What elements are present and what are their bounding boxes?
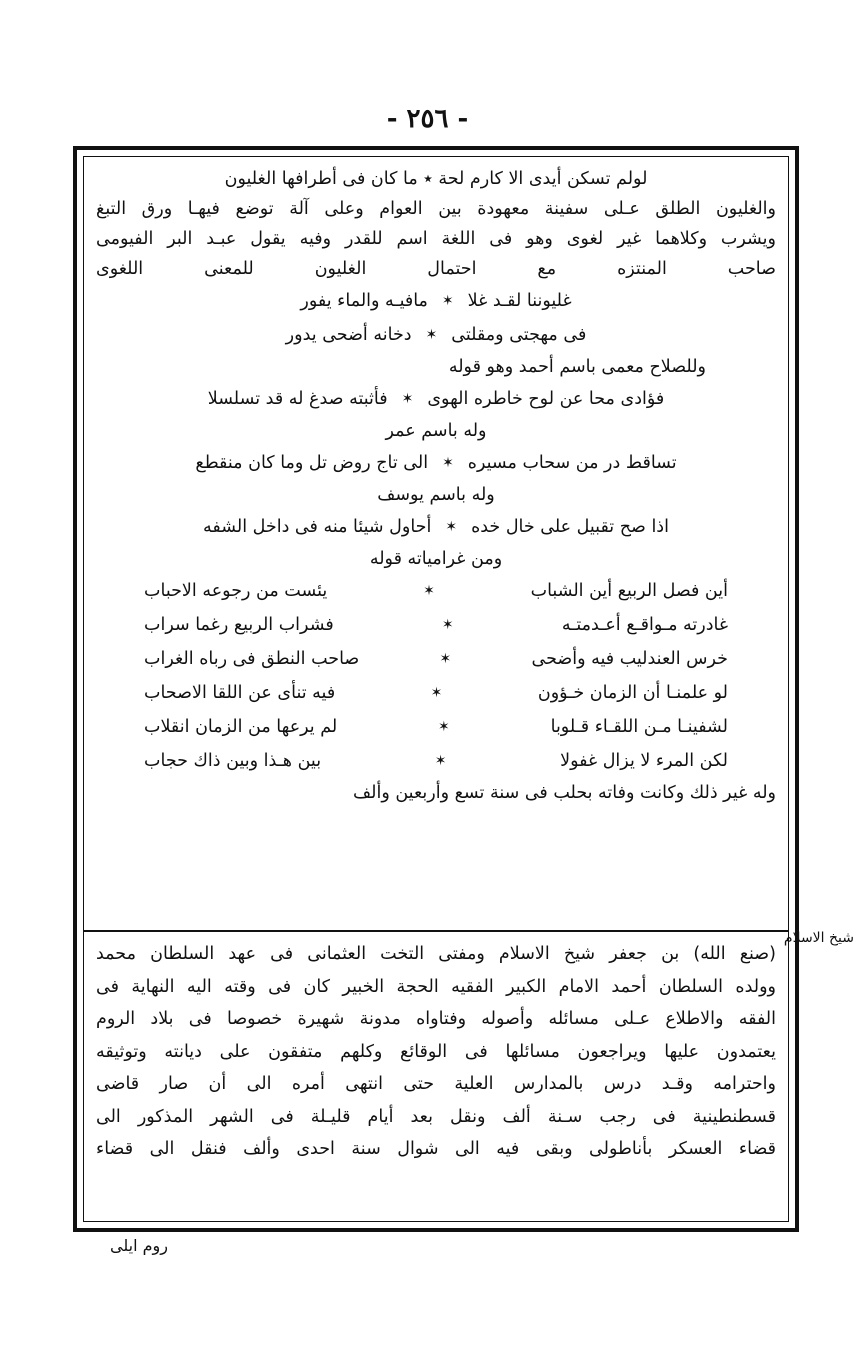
verse-separator-star-icon: ✶	[439, 651, 452, 667]
verse-first-hemistich: تساقط در من سحاب مسيره	[467, 453, 677, 473]
verse-separator-star-icon: ✶	[438, 719, 450, 735]
verse-line	[96, 284, 776, 318]
verse-first-hemistich: خرس العندليب فيه وأضحى	[531, 649, 728, 669]
verse-second-hemistich: فيه تنأى عن اللقا الاصحاب	[144, 683, 336, 703]
verse-second-hemistich: أحاول شيئا منه فى داخل الشفه	[203, 517, 432, 537]
verse-line	[96, 710, 776, 744]
verse-first-hemistich: اذا صح تقبيل على خال خده	[471, 517, 669, 537]
verse-first-hemistich: أين فصل الربيع أين الشباب	[530, 581, 728, 601]
verse-separator-star-icon: ✶	[441, 617, 454, 633]
verse-first-hemistich: لو علمنـا أن الزمان خـؤون	[537, 683, 728, 703]
verse-separator-star-icon: ✶	[425, 327, 438, 343]
verse-line	[96, 744, 776, 778]
verse-line	[96, 382, 776, 416]
verse-first-hemistich: لكن المرء لا يزال غفولا	[560, 751, 728, 771]
verse-second-hemistich: بين هـذا وبين ذاك حجاب	[144, 751, 322, 771]
verse-line	[96, 446, 776, 480]
bottom-section	[96, 938, 776, 1166]
verse-first-hemistich: غادرته مـواقـع أعـدمتـه	[561, 615, 728, 635]
verse-second-hemistich: فشراب الربيع رغما سراب	[144, 615, 334, 635]
verse-separator-star-icon: ✶	[423, 583, 435, 599]
verse-separator-star-icon: ✶	[441, 293, 454, 309]
verse-first-hemistich: فؤادى محا عن لوح خاطره الهوى	[427, 389, 665, 409]
prose-line: والغليون الطلق عـلى سفينة معهودة بين العوام وعلى آلة توضع فيهـا ورق التبغ	[96, 199, 776, 219]
biography-line: الفقه والاطلاع عـلى مسائله وأصوله وفتاواه مدونة شهيرة خصوصا فى بلاد الروم	[96, 1009, 776, 1029]
centered-line: وله باسم عمر	[385, 421, 487, 441]
prose-line: صاحب المنتزه مع احتمال الغليون للمعنى اللغوى	[96, 259, 776, 279]
verse-separator-star-icon: ✶	[445, 519, 458, 535]
section-heading-line: وللصلاح معمى باسم أحمد وهو قوله	[448, 357, 706, 377]
verse-line	[96, 318, 776, 352]
verse-line	[96, 642, 776, 676]
verse-line	[96, 676, 776, 710]
verse-second-hemistich: دخانه أضحى يدور	[285, 325, 412, 345]
section-divider	[83, 930, 789, 932]
biography-line: قضاء العسكر بأناطولى وبقى فيه الى شوال سنة احدى وألف فنقل الى قضاء	[96, 1139, 776, 1159]
verse-second-hemistich: صاحب النطق فى رباه الغراب	[144, 649, 360, 669]
verse-line	[96, 608, 776, 642]
centered-line: لولم تسكن أيدى الا كارم لحة ٭ ما كان فى أطرافها الغليون	[224, 169, 648, 189]
top-section	[96, 164, 776, 808]
verse-second-hemistich: الى تاج روض تل وما كان منقطع	[195, 453, 429, 473]
verse-separator-star-icon: ✶	[401, 391, 414, 407]
biography-line: وولده السلطان أحمد الامام الكبير الفقيه الحجة الخبير كان فى وقته اليه النهاية فى	[96, 976, 776, 997]
verse-separator-star-icon: ✶	[430, 685, 443, 701]
catchword: روم ايلى	[110, 1236, 168, 1255]
verse-second-hemistich: يئست من رجوعه الاحباب	[144, 581, 328, 601]
verse-line	[96, 574, 776, 608]
biography-line: قسطنطينية فى رجب سـنة ألف ونقل بعد أيام قليـلة فى الشهر المذكور الى	[96, 1106, 776, 1127]
verse-separator-star-icon: ✶	[442, 455, 454, 471]
verse-first-hemistich: فى مهجتى ومقلتى	[451, 325, 587, 345]
page-number: - ٢٥٦ -	[386, 104, 469, 134]
verse-second-hemistich: فأثبته صدغ له قد تسلسلا	[207, 389, 388, 409]
verse-separator-star-icon: ✶	[434, 753, 447, 769]
margin-note: شيخ الاسلام	[783, 930, 854, 946]
verse-second-hemistich: مافيـه والماء يفور	[300, 291, 428, 311]
biography-line: واحترامه وقـد درس بالمدارس العلية حتى انتهى أمره الى أن صار قاضى	[96, 1074, 776, 1094]
prose-line: ويشرب وكلاهما غير لغوى وهو فى اللغة اسم للقدر وفيه يقول عبـد البر الفيومى	[96, 229, 776, 249]
verse-line	[96, 510, 776, 544]
centered-line: ومن غرامياته قوله	[369, 549, 503, 569]
centered-line: وله باسم يوسف	[377, 485, 495, 505]
verse-first-hemistich: لشفينـا مـن اللقـاء قـلوبا	[550, 717, 728, 737]
section-heading-line: وله غير ذلك وكانت وفاته بحلب فى سنة تسع وأربعين وألف	[353, 783, 776, 803]
verse-second-hemistich: لم يرعها من الزمان انقلاب	[144, 717, 338, 737]
verse-first-hemistich: غليوننا لقـد غلا	[467, 291, 572, 311]
biography-line: (صنع الله) بن جعفر شيخ الاسلام ومفتى التخت العثمانى فى عهد السلطان محمد	[96, 944, 776, 964]
biography-line: يعتمدون عليها ويراجعون مسائلها فى الوقائع وكلهم متفقون على ديانته وتوثيقه	[96, 1041, 776, 1062]
